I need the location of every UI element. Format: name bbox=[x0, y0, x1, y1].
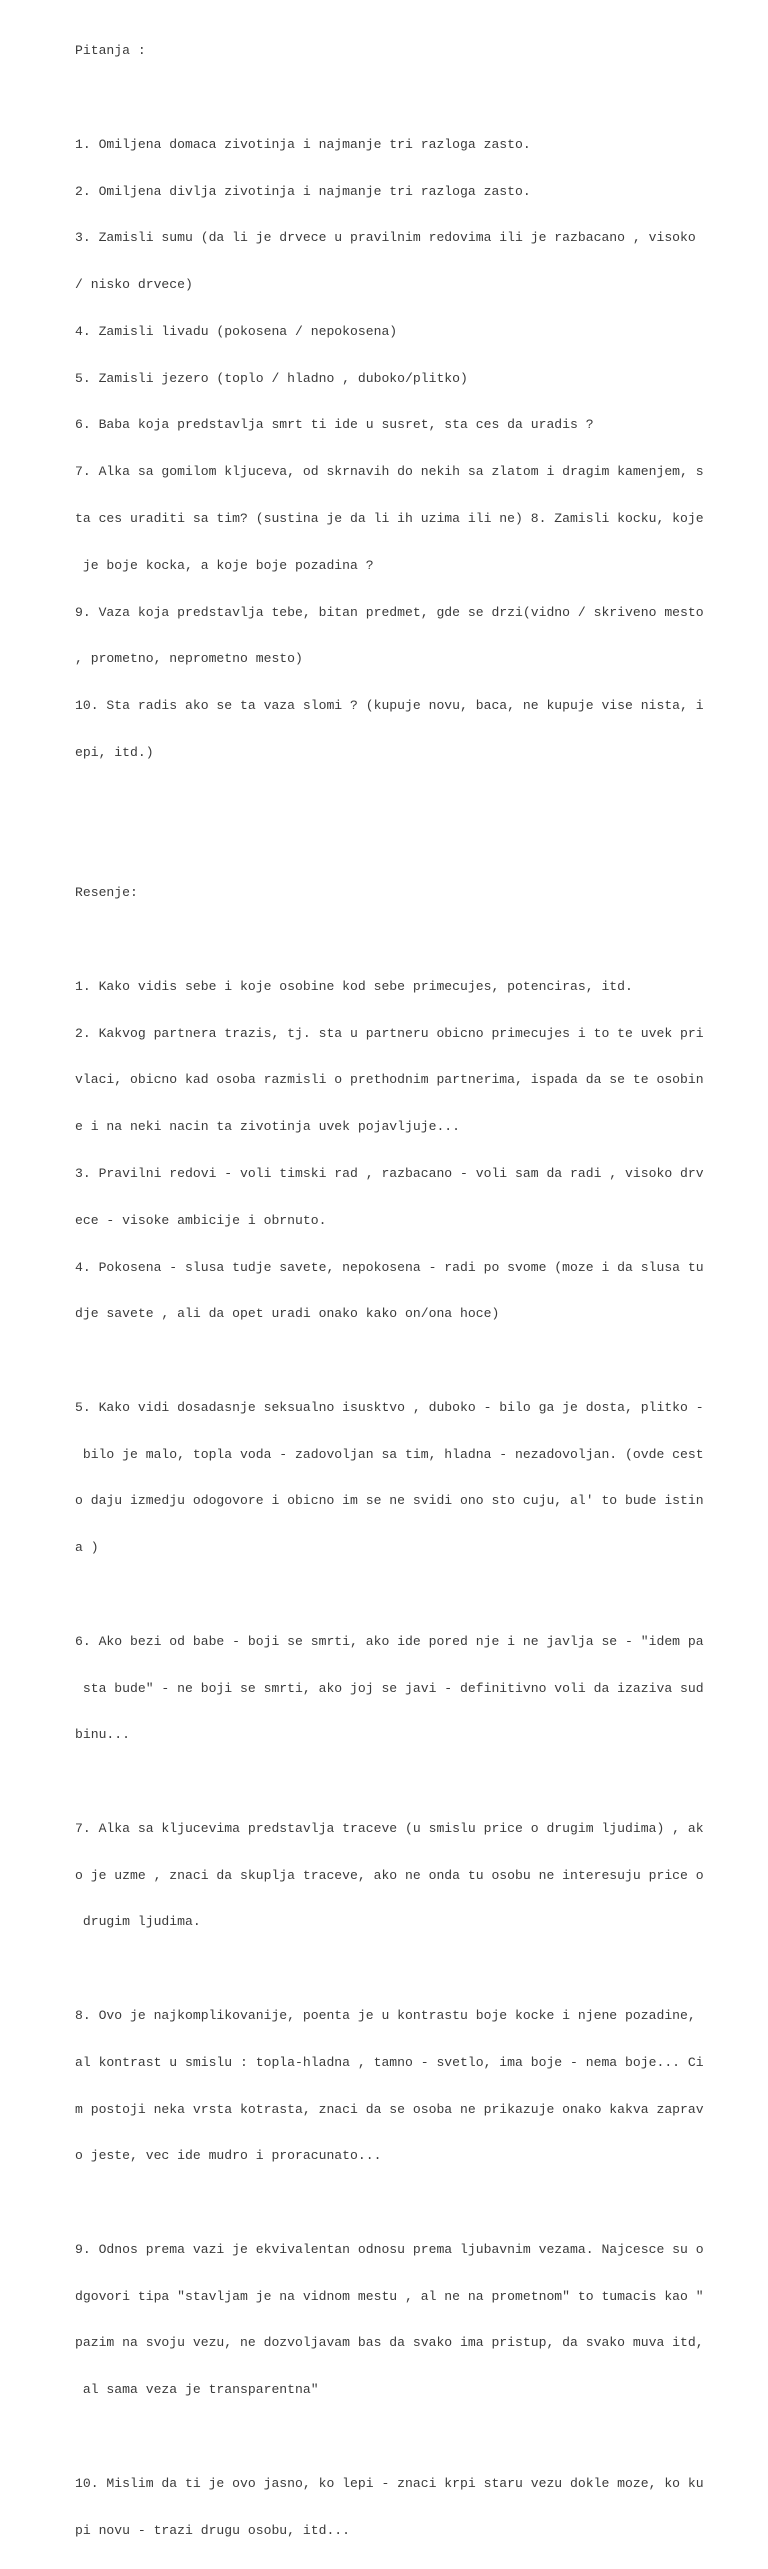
text-line: 7. Alka sa gomilom kljuceva, od skrnavih do nekih sa zlatom i dragim kamenjem, s bbox=[75, 464, 704, 480]
text-line: 4. Pokosena - slusa tudje savete, nepokosena - radi po svome (moze i da slusa tu bbox=[75, 1259, 704, 1275]
text-line: / nisko drvece) bbox=[75, 277, 193, 293]
text-line: , prometno, neprometno mesto) bbox=[75, 651, 303, 667]
text-line: o je uzme , znaci da skuplja traceve, ako ne onda tu osobu ne interesuju price o bbox=[75, 1867, 704, 1883]
text-line: m postoji neka vrsta kotrasta, znaci da se osoba ne prikazuje onako kakva zaprav bbox=[75, 2101, 704, 2117]
text-line bbox=[75, 792, 685, 808]
text-line: ta ces uraditi sa tim? (sustina je da li ih uzima ili ne) 8. Zamisli kocku, koje bbox=[75, 511, 704, 526]
text-line: 7. Alka sa kljucevima predstavlja traceve (u smislu price o drugim ljudima) , ak bbox=[75, 1820, 704, 1836]
text-line: bilo je malo, topla voda - zadovoljan sa tim, hladna - nezadovoljan. (ovde cest bbox=[75, 1446, 704, 1462]
text-line: o daju izmedju odogovore i obicno im se ne svidi ono sto cuju, al' to bude istin bbox=[75, 1493, 704, 1509]
text-line: 2. Omiljena divlja zivotinja i najmanje tri razloga zasto. bbox=[75, 183, 531, 199]
text-line bbox=[75, 2429, 685, 2445]
text-line: 1. Kako vidis sebe i koje osobine kod sebe primecujes, potenciras, itd. bbox=[75, 978, 633, 994]
text-line: pazim na svoju vezu, ne dozvoljavam bas da svako ima pristup, da svako muva itd, bbox=[75, 2335, 704, 2351]
text-line: 10. Sta radis ako se ta vaza slomi ? (kupuje novu, baca, ne kupuje vise nista, i bbox=[75, 698, 704, 714]
text-line: 8. Ovo je najkomplikovanije, poenta je u kontrastu boje kocke i njene pozadine, bbox=[75, 2008, 696, 2023]
text-line: Pitanja : bbox=[75, 43, 146, 59]
text-line: 3. Pravilni redovi - voli timski rad , razbacano - voli sam da radi , visoko drv bbox=[75, 1165, 704, 1181]
text-line: al kontrast u smislu : topla-hladna , tamno - svetlo, ima boje - nema boje... Ci bbox=[75, 2054, 704, 2070]
text-line bbox=[75, 2195, 685, 2211]
text-line: 9. Vaza koja predstavlja tebe, bitan predmet, gde se drzi(vidno / skriveno mesto bbox=[75, 604, 704, 620]
text-line bbox=[75, 838, 685, 854]
text-line: drugim ljudima. bbox=[75, 1914, 201, 1930]
text-line: 6. Baba koja predstavlja smrt ti ide u susret, sta ces da uradis ? bbox=[75, 417, 594, 433]
text-line: vlaci, obicno kad osoba razmisli o prethodnim partnerima, ispada da se te osobin bbox=[75, 1072, 704, 1088]
text-line: 2. Kakvog partnera trazis, tj. sta u partneru obicno primecujes i to te uvek pri bbox=[75, 1025, 704, 1041]
text-line: sta bude" - ne boji se smrti, ako joj se javi - definitivno voli da izaziva sud bbox=[75, 1680, 704, 1696]
text-line: 1. Omiljena domaca zivotinja i najmanje tri razloga zasto. bbox=[75, 136, 531, 152]
document-text bbox=[75, 12, 704, 2569]
text-line: dje savete , ali da opet uradi onako kako on/ona hoce) bbox=[75, 1306, 500, 1322]
text-line: a ) bbox=[75, 1540, 99, 1556]
text-line bbox=[75, 90, 685, 106]
text-line: 4. Zamisli livadu (pokosena / nepokosena) bbox=[75, 323, 398, 339]
text-line: Resenje: bbox=[75, 885, 138, 901]
text-line: 3. Zamisli sumu (da li je drvece u pravilnim redovima ili je razbacano , visoko bbox=[75, 230, 696, 246]
text-line: o jeste, vec ide mudro i proracunato... bbox=[75, 2148, 382, 2164]
text-line: 6. Ako bezi od babe - boji se smrti, ako ide pored nje i ne javlja se - "idem pa bbox=[75, 1633, 704, 1649]
text-line bbox=[75, 1774, 685, 1790]
text-line: 10. Mislim da ti je ovo jasno, ko lepi - znaci krpi staru vezu dokle moze, ko ku bbox=[75, 2475, 704, 2491]
text-line: 9. Odnos prema vazi je ekvivalentan odnosu prema ljubavnim vezama. Najcesce su o bbox=[75, 2241, 704, 2257]
text-line: je boje kocka, a koje boje pozadina ? bbox=[75, 557, 374, 573]
text-line: 5. Kako vidi dosadasnje seksualno isusktvo , duboko - bilo ga je dosta, plitko - bbox=[75, 1399, 704, 1415]
text-line bbox=[75, 1961, 685, 1977]
text-line: e i na neki nacin ta zivotinja uvek pojavljuje... bbox=[75, 1119, 461, 1135]
text-line: binu... bbox=[75, 1727, 131, 1743]
text-line: al sama veza je transparentna" bbox=[75, 2382, 319, 2398]
text-line: ece - visoke ambicije i obrnuto. bbox=[75, 1212, 327, 1228]
text-line: dgovori tipa "stavljam je na vidnom mestu , al ne na prometnom" to tumacis kao " bbox=[75, 2288, 704, 2304]
text-line: 5. Zamisli jezero (toplo / hladno , duboko/plitko) bbox=[75, 370, 468, 386]
text-line bbox=[75, 932, 685, 948]
text-line: epi, itd.) bbox=[75, 744, 154, 760]
text-line: pi novu - trazi drugu osobu, itd... bbox=[75, 2522, 351, 2538]
text-line bbox=[75, 1587, 685, 1603]
text-line bbox=[75, 1353, 685, 1369]
